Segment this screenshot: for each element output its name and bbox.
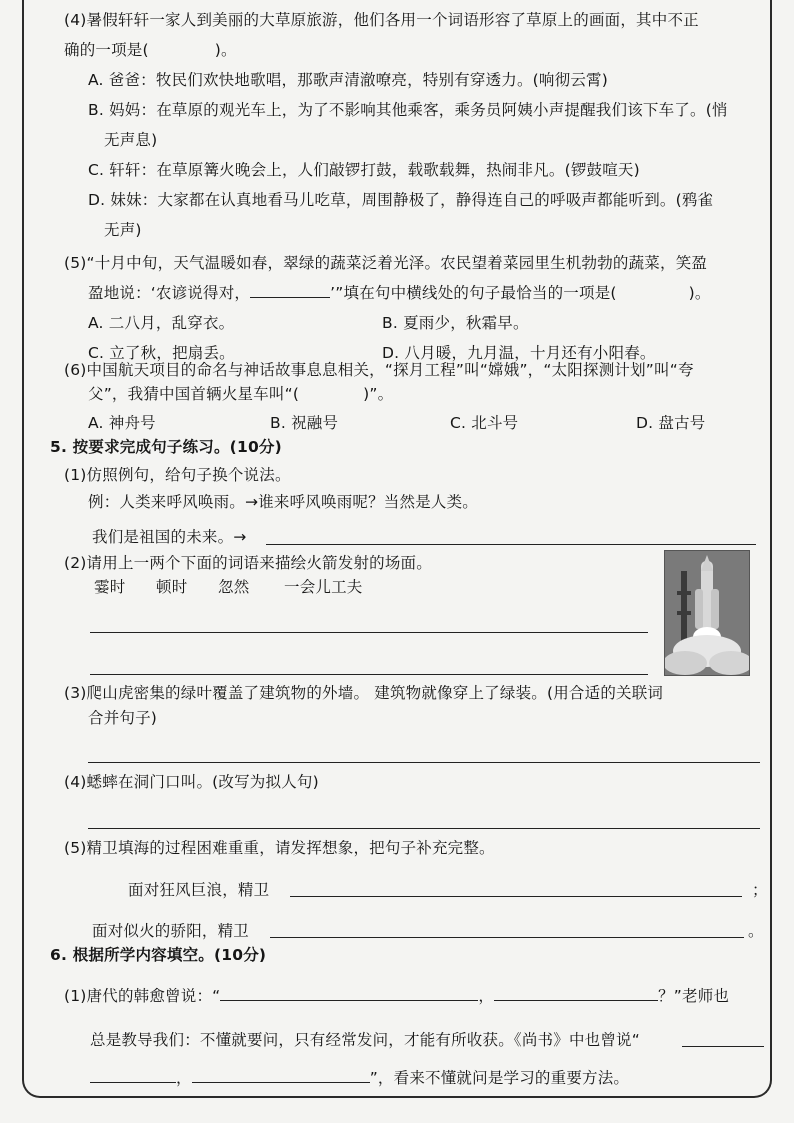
q6-stem-line1: (6)中国航天项目的命名与神话故事息息相关，“探月工程”叫“嫦娥”，“太阳探测计划”叫“夸 <box>64 361 694 379</box>
sec6-blank-1[interactable] <box>220 986 478 1001</box>
q6-option-d: D. 盘古号 <box>636 414 706 432</box>
sec6-blank-5[interactable] <box>192 1068 370 1083</box>
sec5-s2-word-2: 顿时 <box>156 578 188 596</box>
q5-stem-line2: 盈地说：‘农谚说得对， ’”填在句中横线处的句子最恰当的一项是( )。 <box>88 284 711 302</box>
sec5-s5-b-end: 。 <box>748 922 764 940</box>
sec5-s2-answer-line-1[interactable] <box>90 632 648 633</box>
q4-option-d-line1: D. 妹妹：大家都在认真地看马儿吃草，周围静极了，静得连自己的呼吸声都能听到。(鸦雀 <box>88 191 714 209</box>
sec5-s1-title: (1)仿照例句，给句子换个说法。 <box>64 466 291 484</box>
q4-stem-line2: 确的一项是( )。 <box>64 41 237 59</box>
q4-option-c: C. 轩轩：在草原篝火晚会上，人们敲锣打鼓，载歌载舞，热闹非凡。(锣鼓喧天) <box>88 161 640 179</box>
sec5-s5-a: 面对狂风巨浪，精卫 <box>128 881 270 899</box>
q4-option-b-line1: B. 妈妈：在草原的观光车上，为了不影响其他乘客，乘务员阿姨小声提醒我们该下车了。(悄 <box>88 101 728 119</box>
sec6-l1: (1)唐代的韩愈曾说：“ ， ？”老师也 <box>64 987 730 1005</box>
sec5-s3-answer-line[interactable] <box>88 762 760 763</box>
q5-option-b: B. 夏雨少，秋霜早。 <box>382 314 529 332</box>
q6-option-b: B. 祝融号 <box>270 414 339 432</box>
q5-option-a: A. 二八月，乱穿衣。 <box>88 314 235 332</box>
sec5-s1-answer-line[interactable] <box>266 544 756 545</box>
sec6-title: 6. 根据所学内容填空。(10分) <box>50 946 267 964</box>
q4-option-d-line2: 无声) <box>104 221 142 239</box>
sec5-s5-title: (5)精卫填海的过程困难重重，请发挥想象，把句子补充完整。 <box>64 839 495 857</box>
sec6-l2: 总是教导我们：不懂就要问，只有经常发问，才能有所收获。《尚书》中也曾说“ <box>90 1031 640 1049</box>
sec5-s3-line1: (3)爬山虎密集的绿叶覆盖了建筑物的外墙。 建筑物就像穿上了绿装。(用合适的关联词 <box>64 684 664 702</box>
sec5-s1-example: 例：人类来呼风唤雨。→谁来呼风唤雨呢？当然是人类。 <box>88 493 478 511</box>
sec5-s4-answer-line[interactable] <box>88 828 760 829</box>
sec5-s2-word-3: 忽然 <box>218 578 250 596</box>
sec5-s5-b-answer-line[interactable] <box>270 937 744 938</box>
sec5-s2-word-1: 霎时 <box>94 578 126 596</box>
sec5-s5-b: 面对似火的骄阳，精卫 <box>92 922 250 940</box>
q6-option-a: A. 神舟号 <box>88 414 156 432</box>
sec6-l3: ， ”，看来不懂就问是学习的重要方法。 <box>90 1068 629 1088</box>
sec5-s4: (4)蟋蟀在洞门口叫。(改写为拟人句) <box>64 773 319 791</box>
q5-blank[interactable] <box>250 283 330 298</box>
q4-option-a: A. 爸爸：牧民们欢快地歌唱，那歌声清澈嘹亮，特别有穿透力。(响彻云霄) <box>88 71 608 89</box>
sec5-s3-line2: 合并句子) <box>88 709 158 727</box>
sec6-blank-4[interactable] <box>90 1068 176 1083</box>
rocket-launch-illustration <box>665 551 750 676</box>
sec6-blank-3[interactable] <box>682 1046 764 1047</box>
rocket-launch-image <box>664 550 750 676</box>
q5-stem-line1: (5)“十月中旬，天气温暖如春，翠绿的蔬菜泛着光泽。农民望着菜园里生机勃勃的蔬菜，笑盈 <box>64 254 708 272</box>
q4-stem-line1: (4)暑假轩轩一家人到美丽的大草原旅游，他们各用一个词语形容了草原上的画面，其中不正 <box>64 11 699 29</box>
q6-option-c: C. 北斗号 <box>450 414 519 432</box>
sec5-s2-title: (2)请用上一两个下面的词语来描绘火箭发射的场面。 <box>64 554 432 572</box>
sec5-s2-word-4: 一会儿工夫 <box>284 578 363 596</box>
sec6-blank-2[interactable] <box>494 986 658 1001</box>
sec5-s5-a-answer-line[interactable] <box>290 896 742 897</box>
sec5-title: 5. 按要求完成句子练习。(10分) <box>50 438 282 456</box>
q4-option-b-line2: 无声息) <box>104 131 158 149</box>
q5-option-d: D. 八月暖，九月温，十月还有小阳春。 <box>382 344 656 362</box>
sec5-s5-a-end: ； <box>752 881 768 899</box>
sec5-s2-answer-line-2[interactable] <box>90 674 648 675</box>
q6-stem-line2: 父”，我猜中国首辆火星车叫“( )”。 <box>88 385 394 403</box>
sec5-s1-task: 我们是祖国的未来。→ <box>92 528 247 546</box>
q5-option-c: C. 立了秋，把扇丢。 <box>88 344 235 362</box>
